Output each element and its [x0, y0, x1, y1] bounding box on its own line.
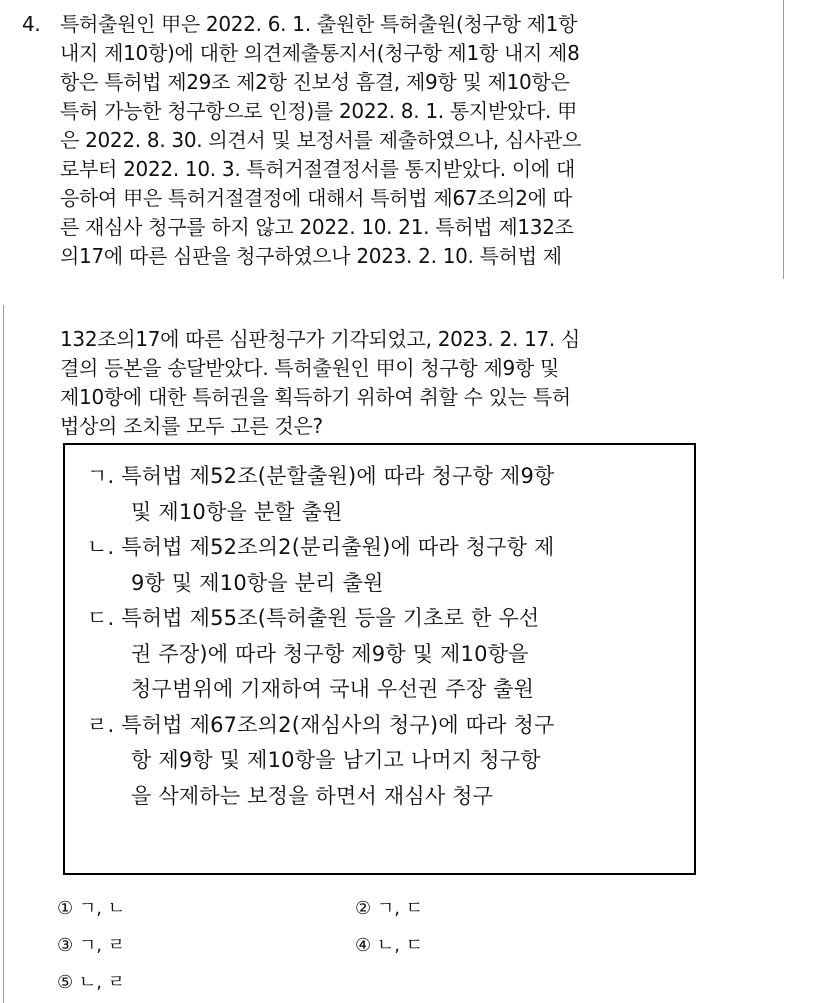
box-item-text: 특허법 제52조의2(분리출원)에 따라 청구항 제	[121, 535, 555, 559]
choice-marker: ②	[355, 898, 372, 919]
box-item-text: 청구범위에 기재하여 국내 우선권 주장 출원	[131, 677, 535, 701]
column-divider-left	[3, 305, 4, 1003]
stem-line: 결의 등본을 송달받았다. 특허출원인 甲이 청구항 제9항 및	[60, 356, 560, 380]
stem-line: 의17에 따른 심판을 청구하였으나 2023. 2. 10. 특허법 제	[60, 244, 562, 268]
choice-4[interactable]	[355, 927, 423, 964]
choice-text: ㄴ, ㄷ	[376, 935, 424, 956]
stem-line: 제10항에 대한 특허권을 획득하기 위하여 취할 수 있는 특허	[60, 385, 571, 409]
box-item-nieun	[87, 530, 555, 601]
box-item-text: 권 주장)에 따라 청구항 제9항 및 제10항을	[131, 641, 529, 666]
choice-marker: ⑤	[57, 972, 74, 993]
box-item-digeut	[87, 601, 555, 708]
stem-line: 른 재심사 청구를 하지 않고 2022. 10. 21. 특허법 제132조	[60, 215, 574, 239]
box-item-text: 항 제9항 및 제10항을 남기고 나머지 청구항	[131, 748, 541, 772]
box-item-label: ㄷ.	[87, 606, 115, 630]
choice-marker: ③	[57, 935, 74, 956]
stem-line: 특허 가능한 청구항으로 인정)를 2022. 8. 1. 통지받았다. 甲	[60, 99, 577, 123]
stem-line: 법상의 조치를 모두 고른 것은?	[60, 414, 323, 438]
question-number: 4.	[22, 12, 41, 36]
box-item-text: 9항 및 제10항을 분리 출원	[131, 570, 384, 595]
box-item-text: 을 삭제하는 보정을 하면서 재심사 청구	[131, 783, 494, 808]
box-item-text: 특허법 제52조(분할출원)에 따라 청구항 제9항	[121, 464, 555, 488]
column-divider-right	[783, 0, 784, 279]
choice-text: ㄱ, ㄴ	[78, 898, 126, 919]
question-stem	[22, 10, 782, 271]
stem-line: 응하여 甲은 특허거절결정에 대해서 특허법 제67조의2에 따	[60, 186, 572, 210]
options-box	[63, 443, 696, 875]
question-stem-continuation	[60, 325, 780, 441]
choice-1[interactable]	[57, 890, 125, 927]
box-item-text: 특허법 제67조의2(재심사의 청구)에 따라 청구	[121, 712, 555, 737]
choice-2[interactable]	[355, 890, 423, 927]
stem-line: 특허출원인 甲은 2022. 6. 1. 출원한 특허출원(청구항 제1항	[60, 12, 578, 36]
stem-line: 내지 제10항)에 대한 의견제출통지서(청구항 제1항 내지 제8	[60, 41, 580, 65]
choice-text: ㄴ, ㄹ	[78, 972, 126, 993]
stem-line: 132조의17에 따른 심판청구가 기각되었고, 2023. 2. 17. 심	[60, 327, 581, 351]
choice-5[interactable]	[57, 964, 125, 1001]
choice-3[interactable]	[57, 927, 125, 964]
choice-text: ㄱ, ㄷ	[376, 898, 424, 919]
choice-marker: ④	[355, 935, 372, 956]
box-item-label: ㄹ.	[87, 712, 115, 737]
box-item-label: ㄴ.	[87, 535, 115, 559]
choice-text: ㄱ, ㄹ	[78, 935, 126, 956]
box-item-rieul	[87, 708, 555, 815]
choice-marker: ①	[57, 898, 74, 919]
box-item-label: ㄱ.	[87, 464, 115, 488]
stem-line: 로부터 2022. 10. 3. 특허거절결정서를 통지받았다. 이에 대	[60, 157, 575, 181]
box-item-text: 및 제10항을 분할 출원	[131, 499, 343, 524]
box-item-giyeok	[87, 459, 555, 530]
stem-line: 은 2022. 8. 30. 의견서 및 보정서를 제출하였으나, 심사관으	[60, 128, 582, 152]
stem-line: 항은 특허법 제29조 제2항 진보성 흠결, 제9항 및 제10항은	[60, 70, 570, 94]
box-item-text: 특허법 제55조(특허출원 등을 기초로 한 우선	[121, 606, 540, 630]
